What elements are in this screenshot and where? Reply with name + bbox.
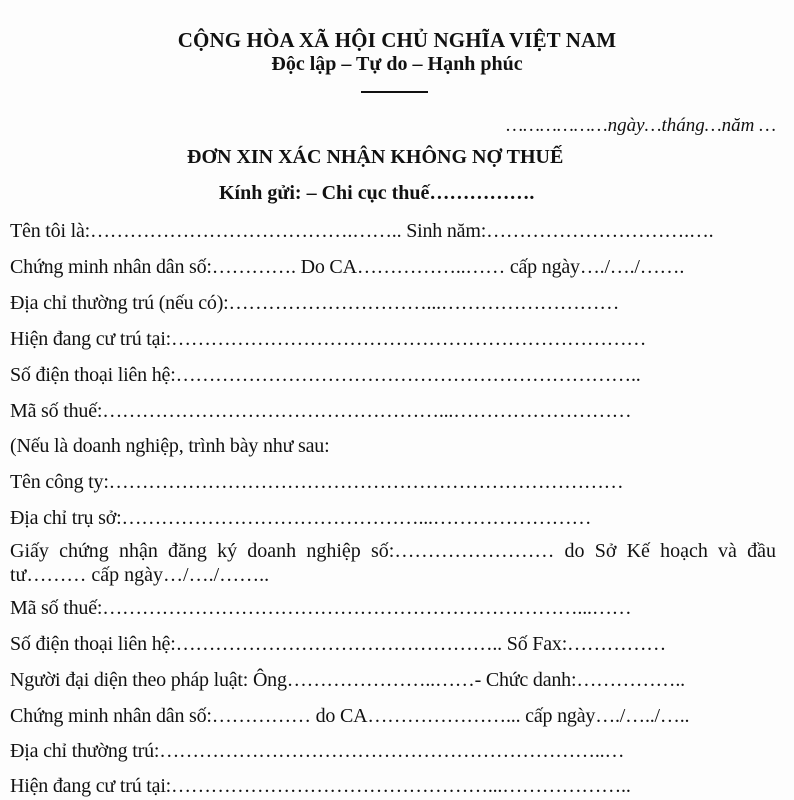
business-note: (Nếu là doanh nghiệp, trình bày như sau:: [10, 435, 330, 457]
registration-paragraph: Giấy chứng nhận đăng ký doanh nghiệp số:…………………… do Sở Kế hoạch và đầu tư……… cấp ngày…/…./……..: [10, 540, 776, 586]
recipient-line: Kính gửi: – Chi cục thuế…………….: [219, 182, 535, 204]
head-office-line: Địa chỉ trụ sở:………………………………………...……………………: [10, 507, 592, 529]
tax-code-line: Mã số thuế:……………………………………………...………………………: [10, 400, 632, 422]
business-tax-code-line: Mã số thuế:………………………………………………………………...……: [10, 597, 632, 619]
permanent-address-line: Địa chỉ thường trú (nếu có):…………………………...………………………: [10, 292, 620, 314]
rep-id-line: Chứng minh nhân dân số:…………… do CA…………………... cấp ngày…./…../…..: [10, 705, 690, 727]
heading-divider: [361, 91, 428, 93]
rep-current-residence-line: Hiện đang cư trú tại:…………………………………………...………………..: [10, 775, 631, 797]
name-field-line: Tên tôi là:………………………………….…….. Sinh năm:………………………….….: [10, 220, 714, 242]
date-line: ………………ngày…tháng…năm …: [506, 115, 776, 136]
current-residence-line: Hiện đang cư trú tại:………………………………………………………………: [10, 328, 647, 350]
company-name-line: Tên công ty:……………………………………………………………………: [10, 471, 624, 493]
rep-permanent-address-line: Địa chỉ thường trú:…………………………………………………………..…: [10, 740, 625, 762]
nation-heading: CỘNG HÒA XÃ HỘI CHỦ NGHĨA VIỆT NAM: [177, 28, 617, 52]
motto-heading: Độc lập – Tự do – Hạnh phúc: [271, 53, 523, 75]
phone-fax-line: Số điện thoại liên hệ:………………………………………….. Số Fax:……………: [10, 633, 667, 655]
representative-line: Người đại diện theo pháp luật: Ông…………………..……- Chức danh:……………..: [10, 669, 685, 691]
phone-line: Số điện thoại liên hệ:……………………………………………………………..: [10, 364, 641, 386]
form-title: ĐƠN XIN XÁC NHẬN KHÔNG NỢ THUẾ: [187, 146, 564, 168]
id-field-line: Chứng minh nhân dân số:…………. Do CA……………..…… cấp ngày…./…./…….: [10, 256, 685, 278]
